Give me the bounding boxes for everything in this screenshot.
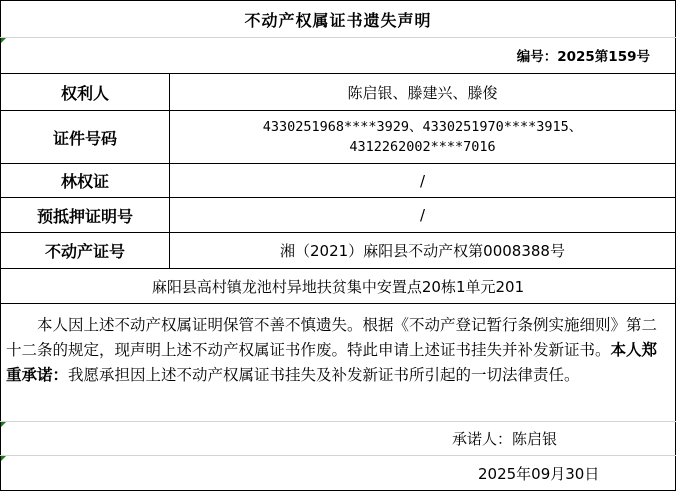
owner-label: 权利人 <box>60 83 109 103</box>
document-number: 编号：2025第159号 <box>516 49 650 65</box>
id-number-value <box>170 111 675 163</box>
id-number-line: 4330251968****3929、4330251970****3915、 <box>262 119 583 135</box>
declaration-date: 2025年09月30日 <box>478 464 600 483</box>
forest-right-value: / <box>419 171 426 190</box>
id-number-line: 4312262002****7016 <box>349 139 496 155</box>
promisor-signature: 承诺人：陈启银 <box>452 430 558 448</box>
property-cert-label: 不动产证号 <box>44 242 125 261</box>
cell-marker <box>1 422 6 427</box>
cell-marker <box>1 38 6 43</box>
pre-mortgage-value: / <box>419 206 426 224</box>
solemn-promise-label: 本人郑重承诺： <box>6 341 658 384</box>
statement-text: 本人因上述不动产权属证明保管不善不慎遗失。根据《不动产登记暂行条例实施细则》第二十二条的规定，现声明上述不动产权属证书作废。特此申请上述证书挂失并补发新证书。 <box>6 316 658 359</box>
title-divider <box>0 37 676 38</box>
forest-right-label: 林权证 <box>60 172 109 191</box>
document-title: 不动产权属证书遗失声明 <box>244 10 432 30</box>
declaration-statement <box>6 313 670 388</box>
statement-text: 我愿承担因上述不动产权属证书挂失及补发新证书所引起的一切法律责任。 <box>68 366 580 384</box>
row-divider <box>0 303 676 304</box>
id-number-label: 证件号码 <box>52 128 117 148</box>
cell-marker <box>1 456 6 461</box>
property-address: 麻阳县高村镇龙池村异地扶贫集中安置点20栋1单元201 <box>151 277 525 296</box>
property-cert-value: 湘（2021）麻阳县不动产权第0008388号 <box>280 242 565 260</box>
pre-mortgage-label: 预抵押证明号 <box>36 206 133 226</box>
owner-value: 陈启银、滕建兴、滕俊 <box>347 83 498 102</box>
